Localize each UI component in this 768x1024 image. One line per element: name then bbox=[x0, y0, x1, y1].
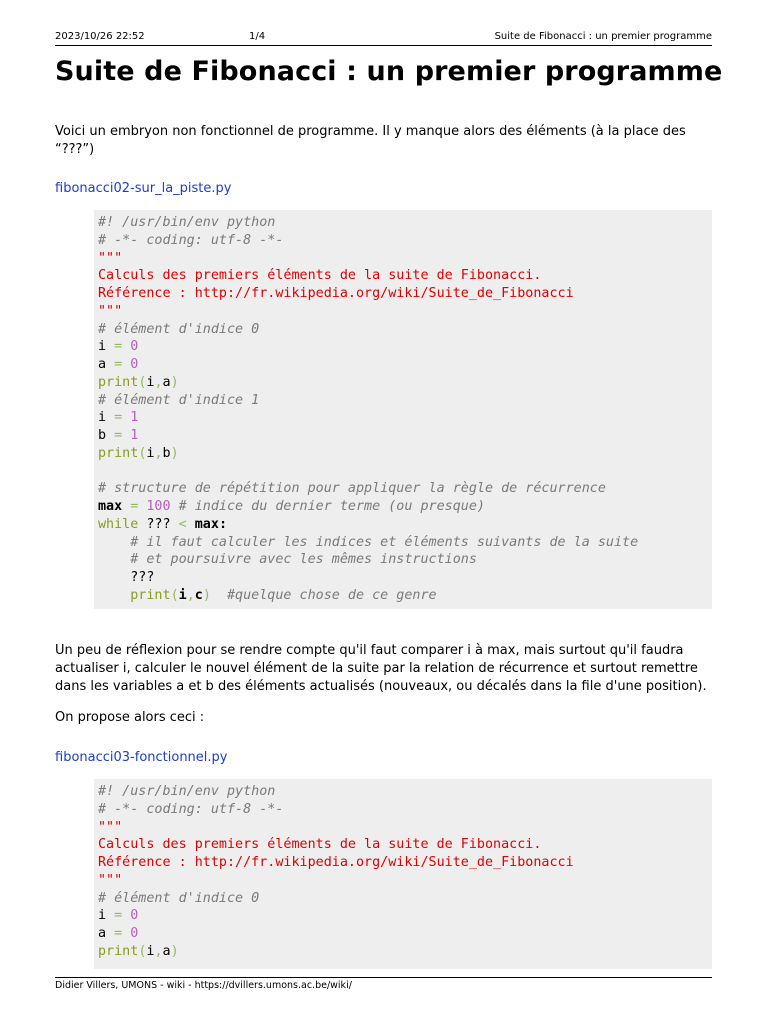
code-comment: # structure de répétition pour appliquer la règle de récurrence bbox=[98, 481, 606, 497]
code-paren: ( bbox=[138, 374, 147, 390]
code-docstring: """ bbox=[98, 872, 123, 888]
code-builtin: print bbox=[98, 374, 139, 390]
code-comment: #quelque chose de ce genre bbox=[227, 587, 437, 603]
code-operator: = bbox=[130, 499, 139, 514]
code-block-fibonacci02 bbox=[94, 210, 712, 609]
code-paren: ( bbox=[138, 445, 147, 461]
code-var: max bbox=[98, 499, 123, 514]
code-placeholder: ??? bbox=[146, 516, 171, 532]
code-docstring: """ bbox=[98, 250, 123, 266]
code-comment: # il faut calculer les indices et éléments suivants de la suite bbox=[130, 534, 639, 550]
code-var: a bbox=[162, 943, 171, 959]
page-title: Suite de Fibonacci : un premier programme bbox=[55, 56, 723, 87]
code-comma: , bbox=[154, 445, 163, 461]
code-number: 1 bbox=[130, 410, 139, 426]
code-placeholder: ??? bbox=[130, 570, 155, 585]
code-comment: # indice du dernier terme (ou presque) bbox=[178, 499, 485, 514]
code-paren: ( bbox=[170, 587, 179, 603]
code-var: a bbox=[162, 374, 171, 390]
code-operator: = bbox=[114, 926, 123, 941]
code-operator: = bbox=[114, 428, 123, 443]
code-comma: , bbox=[154, 943, 163, 959]
code-docstring: Référence : http://fr.wikipedia.org/wiki/Suite_de_Fibonacci bbox=[98, 286, 574, 301]
code-var: a bbox=[98, 357, 107, 372]
code-builtin: print bbox=[98, 445, 139, 461]
code-var: i bbox=[146, 445, 155, 461]
code-number: 0 bbox=[130, 339, 139, 355]
code-listing bbox=[98, 783, 712, 961]
file-link-fibonacci02[interactable]: fibonacci02-sur_la_piste.py bbox=[55, 181, 232, 196]
code-paren: ) bbox=[170, 374, 179, 390]
code-block-fibonacci03 bbox=[94, 779, 712, 969]
code-listing bbox=[98, 214, 712, 605]
footer-text: Didier Villers, UMONS - wiki - https://dvillers.umons.ac.be/wiki/ bbox=[55, 980, 352, 991]
code-docstring: Calculs des premiers éléments de la suite de Fibonacci. bbox=[98, 268, 542, 284]
code-docstring: Référence : http://fr.wikipedia.org/wiki/Suite_de_Fibonacci bbox=[98, 855, 574, 870]
code-var: i bbox=[146, 374, 155, 390]
header-doc-title: Suite de Fibonacci : un premier programme bbox=[494, 31, 712, 42]
code-comment: #! /usr/bin/env python bbox=[98, 215, 276, 230]
code-comment: # -*- coding: utf-8 -*- bbox=[98, 801, 284, 817]
code-paren: ) bbox=[170, 943, 179, 959]
code-number: 0 bbox=[130, 357, 139, 372]
code-docstring: """ bbox=[98, 303, 123, 319]
code-var: i bbox=[98, 339, 107, 355]
code-var: max bbox=[194, 516, 219, 532]
proposal-paragraph: On propose alors ceci : bbox=[55, 710, 205, 725]
explanation-paragraph: Un peu de réflexion pour se rendre compte qu'il faut comparer i à max, mais surtout qu'il faudra actualiser i, calculer le nouvel élément de la suite par la relation de récurrence et surtout remettre dans les variables a et b des éléments actualisés (nouveaux, ou décalés dans la file d'une position). bbox=[55, 643, 707, 694]
code-docstring: """ bbox=[98, 819, 123, 835]
code-paren: ) bbox=[202, 587, 211, 603]
code-number: 1 bbox=[130, 428, 139, 443]
code-paren: ( bbox=[138, 943, 147, 959]
code-operator: = bbox=[114, 410, 123, 426]
code-operator: = bbox=[114, 908, 123, 924]
code-colon: : bbox=[218, 516, 227, 532]
code-comma: , bbox=[186, 587, 195, 603]
code-var: i bbox=[178, 587, 187, 603]
code-var: i bbox=[98, 908, 107, 924]
file-link-fibonacci03[interactable]: fibonacci03-fonctionnel.py bbox=[55, 750, 228, 765]
code-operator: < bbox=[178, 516, 187, 532]
code-comment: # élément d'indice 0 bbox=[98, 890, 260, 906]
header-date: 2023/10/26 22:52 bbox=[55, 31, 145, 42]
code-comment: # élément d'indice 0 bbox=[98, 321, 260, 337]
code-number: 0 bbox=[130, 926, 139, 941]
code-var: a bbox=[98, 926, 107, 941]
header-page-number: 1/4 bbox=[249, 31, 266, 42]
code-operator: = bbox=[114, 339, 123, 355]
page-footer bbox=[55, 977, 712, 993]
code-var: c bbox=[194, 587, 203, 603]
code-comment: #! /usr/bin/env python bbox=[98, 784, 276, 799]
code-paren: ) bbox=[170, 445, 179, 461]
code-keyword: while bbox=[98, 516, 139, 532]
code-number: 100 bbox=[146, 499, 171, 514]
code-operator: = bbox=[114, 357, 123, 372]
code-var: b bbox=[98, 428, 107, 443]
code-var: i bbox=[146, 943, 155, 959]
page-header bbox=[55, 31, 712, 46]
code-docstring: Calculs des premiers éléments de la suite de Fibonacci. bbox=[98, 837, 542, 853]
code-comment: # et poursuivre avec les mêmes instructions bbox=[130, 552, 477, 568]
code-builtin: print bbox=[98, 943, 139, 959]
code-comma: , bbox=[154, 374, 163, 390]
code-number: 0 bbox=[130, 908, 139, 924]
code-var: b bbox=[162, 445, 171, 461]
code-comment: # élément d'indice 1 bbox=[98, 392, 260, 408]
code-builtin: print bbox=[130, 587, 171, 603]
code-comment: # -*- coding: utf-8 -*- bbox=[98, 232, 284, 248]
code-var: i bbox=[98, 410, 107, 426]
intro-paragraph: Voici un embryon non fonctionnel de programme. Il y manque alors des éléments (à la place des “???”) bbox=[55, 124, 686, 157]
